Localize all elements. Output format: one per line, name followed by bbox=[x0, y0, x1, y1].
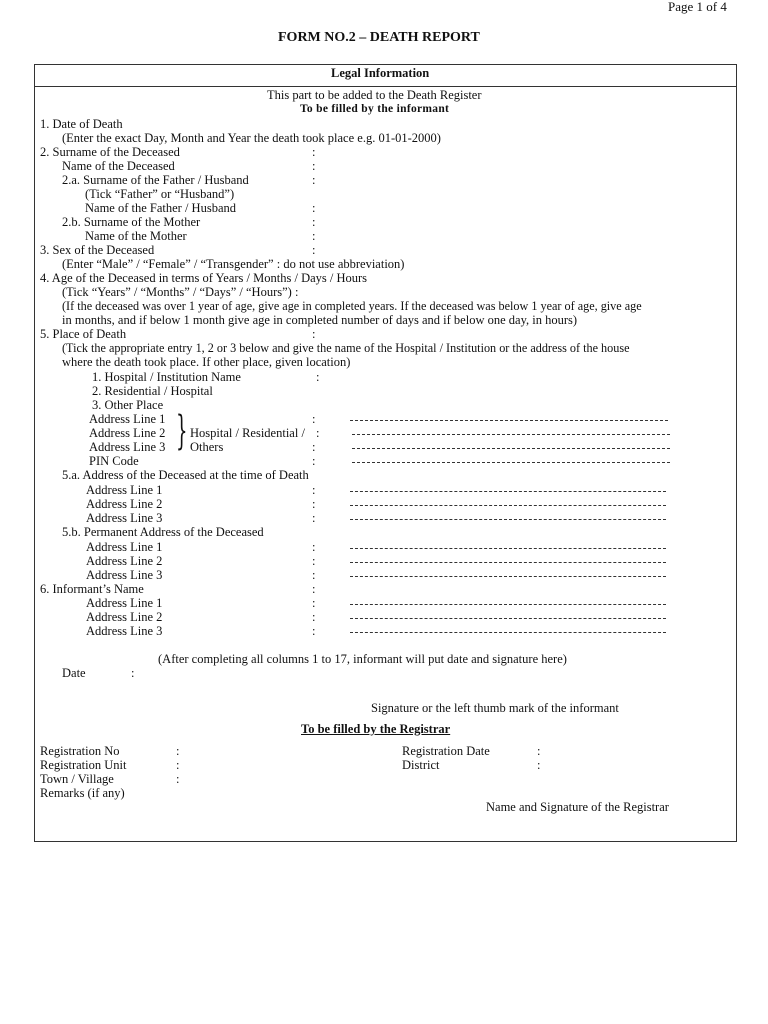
colon: : bbox=[312, 497, 316, 511]
q5-note: (Tick the appropriate entry 1, 2 or 3 below and give the name of the Hospital / Institution or the address of the house bbox=[62, 341, 630, 355]
q1-note: (Enter the exact Day, Month and Year the death took place e.g. 01-01-2000) bbox=[62, 131, 441, 145]
address-line-1-label: Address Line 1 bbox=[86, 540, 163, 554]
colon: : bbox=[176, 772, 180, 786]
colon: : bbox=[312, 454, 316, 468]
q5-note: where the death took place. If other place, given location) bbox=[62, 355, 351, 369]
q5-option-1: 1. Hospital / Institution Name bbox=[92, 370, 241, 384]
colon: : bbox=[176, 758, 180, 772]
colon: : bbox=[312, 229, 316, 243]
q5a-label: 5.a. Address of the Deceased at the time of Death bbox=[62, 468, 309, 482]
q5-option-2: 2. Residential / Hospital bbox=[92, 384, 213, 398]
colon: : bbox=[312, 596, 316, 610]
registration-date-label: Registration Date bbox=[402, 744, 490, 758]
colon: : bbox=[312, 145, 316, 159]
address-line-1-field[interactable] bbox=[350, 604, 666, 605]
q2a-name-label: Name of the Father / Husband bbox=[85, 201, 237, 215]
q5-option-3: 3. Other Place bbox=[92, 398, 164, 412]
town-village-label: Town / Village bbox=[40, 772, 114, 786]
colon: : bbox=[312, 610, 316, 624]
address-line-2-label: Address Line 2 bbox=[89, 426, 166, 440]
section-heading: Legal Information bbox=[331, 66, 430, 80]
q5b-label: 5.b. Permanent Address of the Deceased bbox=[62, 525, 264, 539]
colon: : bbox=[312, 582, 316, 596]
colon: : bbox=[312, 624, 316, 638]
brace-label: Hospital / Residential / bbox=[190, 426, 305, 440]
brace-icon: } bbox=[176, 408, 188, 454]
q2a-note: (Tick “Father” or “Husband”) bbox=[85, 187, 235, 201]
colon: : bbox=[312, 159, 316, 173]
colon: : bbox=[131, 666, 135, 680]
address-line-2-field[interactable] bbox=[352, 434, 670, 435]
address-line-3-field[interactable] bbox=[350, 519, 666, 520]
intro-text: This part to be added to the Death Register bbox=[267, 88, 482, 102]
address-line-2-field[interactable] bbox=[350, 562, 666, 563]
colon: : bbox=[312, 327, 316, 341]
informant-heading: To be filled by the informant bbox=[300, 103, 450, 115]
colon: : bbox=[312, 215, 316, 229]
q2-label: 2. Surname of the Deceased bbox=[40, 145, 180, 159]
district-label: District bbox=[402, 758, 440, 772]
address-line-3-field[interactable] bbox=[350, 632, 666, 633]
heading-divider bbox=[35, 86, 736, 87]
colon: : bbox=[312, 173, 316, 187]
pin-code-field[interactable] bbox=[352, 462, 670, 463]
colon: : bbox=[316, 370, 320, 384]
q4-note: in months, and if below 1 month give age in completed number of days and if below one day, in hours) bbox=[62, 313, 578, 327]
q3-note: (Enter “Male” / “Female” / “Transgender” : do not use abbreviation) bbox=[62, 257, 405, 271]
address-line-2-label: Address Line 2 bbox=[86, 497, 163, 511]
registration-unit-label: Registration Unit bbox=[40, 758, 127, 772]
registrar-heading: To be filled by the Registrar bbox=[301, 722, 451, 736]
colon: : bbox=[312, 540, 316, 554]
q4-label: 4. Age of the Deceased in terms of Years / Months / Days / Hours bbox=[40, 271, 368, 285]
q5-label: 5. Place of Death bbox=[40, 327, 127, 341]
q2a-label: 2.a. Surname of the Father / Husband bbox=[62, 173, 249, 187]
address-line-2-field[interactable] bbox=[350, 505, 666, 506]
completion-note: (After completing all columns 1 to 17, informant will put date and signature here) bbox=[158, 652, 567, 666]
address-line-3-label: Address Line 3 bbox=[89, 440, 166, 454]
date-label: Date bbox=[62, 666, 86, 680]
address-line-3-label: Address Line 3 bbox=[86, 568, 163, 582]
registrar-signature-label: Name and Signature of the Registrar bbox=[486, 800, 669, 814]
pin-code-label: PIN Code bbox=[89, 454, 139, 468]
colon: : bbox=[312, 201, 316, 215]
address-line-3-field[interactable] bbox=[352, 448, 670, 449]
address-line-1-field[interactable] bbox=[350, 420, 668, 421]
q6-label: 6. Informant’s Name bbox=[40, 582, 144, 596]
address-line-1-field[interactable] bbox=[350, 548, 666, 549]
colon: : bbox=[312, 568, 316, 582]
registration-no-label: Registration No bbox=[40, 744, 120, 758]
colon: : bbox=[312, 412, 316, 426]
address-line-1-label: Address Line 1 bbox=[86, 483, 163, 497]
page-number: Page 1 of 4 bbox=[668, 0, 727, 14]
remarks-label: Remarks (if any) bbox=[40, 786, 125, 800]
colon: : bbox=[312, 440, 316, 454]
form-title: FORM NO.2 – DEATH REPORT bbox=[278, 30, 480, 45]
address-line-3-label: Address Line 3 bbox=[86, 511, 163, 525]
colon: : bbox=[312, 483, 316, 497]
address-line-2-label: Address Line 2 bbox=[86, 554, 163, 568]
address-line-2-field[interactable] bbox=[350, 618, 666, 619]
colon: : bbox=[312, 243, 316, 257]
q4-note: (If the deceased was over 1 year of age, give age in completed years. If the deceased was below 1 year of age, give age bbox=[62, 299, 642, 313]
colon: : bbox=[176, 744, 180, 758]
address-line-1-label: Address Line 1 bbox=[86, 596, 163, 610]
brace-label: Others bbox=[190, 440, 224, 454]
q4-note: (Tick “Years” / “Months” / “Days” / “Hours”) : bbox=[62, 285, 299, 299]
address-line-1-field[interactable] bbox=[350, 491, 666, 492]
address-line-1-label: Address Line 1 bbox=[89, 412, 166, 426]
q2b-name-label: Name of the Mother bbox=[85, 229, 187, 243]
signature-label: Signature or the left thumb mark of the informant bbox=[371, 701, 619, 715]
address-line-2-label: Address Line 2 bbox=[86, 610, 163, 624]
q2-name-label: Name of the Deceased bbox=[62, 159, 175, 173]
q3-label: 3. Sex of the Deceased bbox=[40, 243, 155, 257]
address-line-3-field[interactable] bbox=[350, 576, 666, 577]
colon: : bbox=[537, 758, 541, 772]
q2b-label: 2.b. Surname of the Mother bbox=[62, 215, 201, 229]
q1-label: 1. Date of Death bbox=[40, 117, 123, 131]
colon: : bbox=[312, 554, 316, 568]
colon: : bbox=[316, 426, 320, 440]
colon: : bbox=[312, 511, 316, 525]
colon: : bbox=[537, 744, 541, 758]
address-line-3-label: Address Line 3 bbox=[86, 624, 163, 638]
